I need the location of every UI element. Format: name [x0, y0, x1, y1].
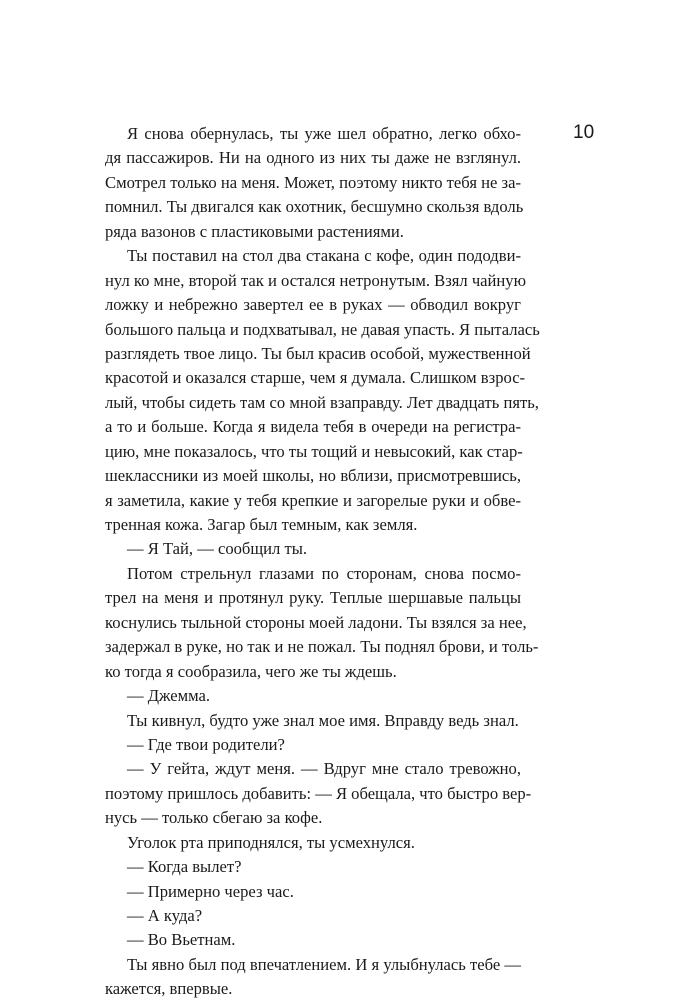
- text-line: дя пассажиров. Ни на одного из них ты даже не взглянул.: [105, 148, 521, 168]
- text-line: поэтому пришлось добавить: — Я обещала, что быстро вер-: [105, 783, 532, 803]
- body-text: [105, 122, 540, 1002]
- text-line: ряда вазонов с пластиковыми растениями.: [105, 221, 404, 241]
- text-line: — Во Вьетнам.: [127, 930, 236, 950]
- text-line: — Примерно через час.: [127, 881, 294, 901]
- text-line: — Когда вылет?: [127, 857, 242, 877]
- text-line: помнил. Ты двигался как охотник, бесшумно скользя вдоль: [105, 197, 524, 217]
- text-line: — Джемма.: [127, 686, 211, 706]
- text-line: Уголок рта приподнялся, ты усмехнулся.: [127, 832, 415, 852]
- text-line: красотой и оказался старше, чем я думала. Слишком взрос-: [105, 368, 526, 388]
- text-line: — Я Тай, — сообщил ты.: [127, 539, 308, 559]
- text-line: Смотрел только на меня. Может, поэтому никто тебя не за-: [105, 172, 521, 192]
- text-line: кажется, впервые.: [105, 979, 233, 999]
- text-line: — Где твои родители?: [127, 734, 285, 754]
- text-line: — А куда?: [127, 906, 203, 925]
- text-line: трел на меня и протянул руку. Теплые шершавые пальцы: [105, 588, 521, 608]
- page-number: 10: [573, 122, 595, 143]
- text-line: большого пальца и подхватывал, не давая упасть. Я пыталась: [105, 319, 540, 339]
- text-line: нусь — только сбегаю за кофе.: [105, 808, 323, 828]
- text-line: я заметила, какие у тебя крепкие и загорелые руки и обве-: [105, 490, 521, 510]
- text-line: разглядеть твое лицо. Ты был красив особой, мужественной: [105, 343, 531, 363]
- text-line: шеклассники из моей школы, но вблизи, присмотревшись,: [105, 466, 521, 486]
- text-line: Ты кивнул, будто уже знал мое имя. Вправду ведь знал.: [127, 710, 519, 730]
- text-line: Потом стрельнул глазами по сторонам, снова посмо-: [127, 563, 521, 583]
- text-line: Ты поставил на стол два стакана с кофе, один пододви-: [127, 246, 521, 266]
- text-line: коснулись тыльной стороны моей ладони. Ты взялся за нее,: [105, 612, 527, 632]
- text-line: ко тогда я сообразила, чего же ты ждешь.: [105, 661, 397, 681]
- text-line: Я снова обернулась, ты уже шел обратно, легко обхо-: [127, 124, 521, 143]
- text-line: лый, чтобы сидеть там со мной взаправду. Лет двадцать пять,: [105, 392, 539, 412]
- text-line: ложку и небрежно завертел ее в руках — обводил вокруг: [105, 295, 521, 315]
- text-line: — У гейта, ждут меня. — Вдруг мне стало тревожно,: [127, 759, 521, 779]
- text-line: нул ко мне, второй так и остался нетронутым. Взял чайную: [105, 270, 527, 290]
- text-line: тренная кожа. Загар был темным, как земля.: [105, 515, 418, 534]
- text-line: задержал в руке, но так и не пожал. Ты поднял брови, и толь-: [105, 637, 539, 657]
- text-line: цию, мне показалось, что ты тощий и невысокий, как стар-: [105, 441, 523, 461]
- text-line: а то и больше. Когда я видела тебя в очереди на регистра-: [105, 417, 521, 437]
- text-line: Ты явно был под впечатлением. И я улыбнулась тебе —: [127, 954, 521, 974]
